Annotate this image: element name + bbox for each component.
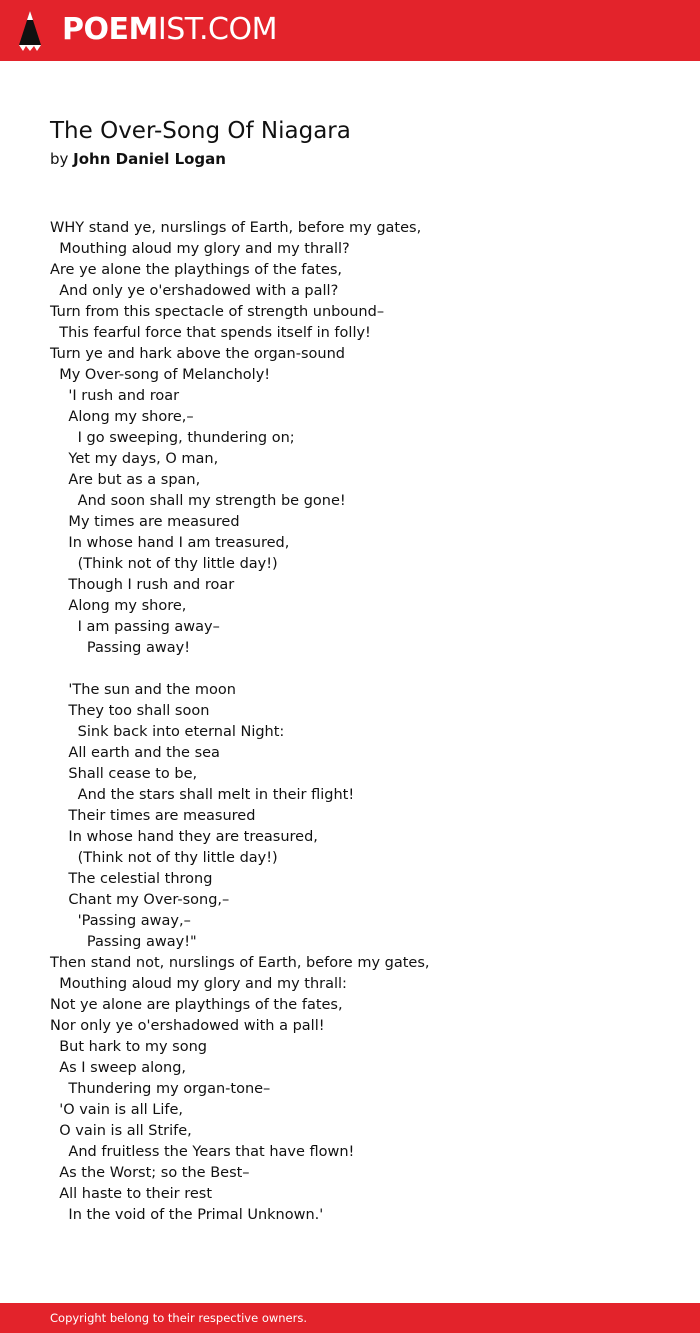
poem-line: 'The sun and the moon (50, 682, 236, 698)
poem-line: And the stars shall melt in their flight! (50, 787, 355, 803)
site-footer (0, 1303, 700, 1333)
poem-line: Turn ye and hark above the organ-sound (50, 346, 345, 362)
poem-line: This fearful force that spends itself in folly! (50, 325, 371, 341)
poem-line: Mouthing aloud my glory and my thrall: (50, 976, 347, 992)
poem-line: I am passing away– (50, 619, 220, 635)
poem-line: They too shall soon (50, 703, 210, 719)
poem-line: Passing away! (50, 640, 191, 656)
poem-line: But hark to my song (50, 1039, 207, 1055)
poem-line: Mouthing aloud my glory and my thrall? (50, 241, 350, 257)
poem-line: As I sweep along, (50, 1060, 187, 1076)
poem-line: All haste to their rest (50, 1186, 213, 1202)
poem-line: In the void of the Primal Unknown.' (50, 1207, 324, 1223)
poem-line (50, 659, 670, 680)
poem-line: Thundering my organ-tone– (50, 1081, 271, 1097)
poem-line: Passing away!" (50, 934, 197, 950)
byline-prefix: by (50, 150, 74, 168)
poem-line: My Over-song of Melancholy! (50, 367, 271, 383)
poem-line: Chant my Over-song,– (50, 892, 230, 908)
poem-line: All earth and the sea (50, 745, 220, 761)
poem-line: Are but as a span, (50, 472, 201, 488)
author-name: John Daniel Logan (73, 150, 226, 168)
poem-line: The celestial throng (50, 871, 213, 887)
poem-line: Are ye alone the playthings of the fates, (50, 262, 343, 278)
poem-body (50, 218, 670, 1226)
poem-line: Their times are measured (50, 808, 256, 824)
poem-line: I go sweeping, thundering on; (50, 430, 295, 446)
poem-line: Sink back into eternal Night: (50, 724, 285, 740)
poem-line: And fruitless the Years that have flown! (50, 1144, 355, 1160)
poem-line: And soon shall my strength be gone! (50, 493, 346, 509)
poem-line: Along my shore, (50, 598, 187, 614)
site-logo[interactable] (62, 13, 277, 47)
logo-light-text: IST.COM (157, 12, 277, 47)
poem-line: 'I rush and roar (50, 388, 180, 404)
poem-line: Shall cease to be, (50, 766, 198, 782)
poem-line: Nor only ye o'ershadowed with a pall! (50, 1018, 325, 1034)
poem-title: The Over-Song Of Niagara (50, 118, 351, 144)
site-header (0, 0, 700, 61)
logo-bold-text: POEM (62, 12, 158, 47)
poem-line: Then stand not, nurslings of Earth, before my gates, (50, 955, 430, 971)
poem-line: Not ye alone are playthings of the fates, (50, 997, 343, 1013)
poem-line: WHY stand ye, nurslings of Earth, before my gates, (50, 220, 422, 236)
poem-line: 'Passing away,– (50, 913, 191, 929)
copyright-text: Copyright belong to their respective owners. (50, 1311, 308, 1325)
poem-line: In whose hand I am treasured, (50, 535, 290, 551)
poem-line: (Think not of thy little day!) (50, 556, 278, 572)
pencil-tip-icon[interactable] (17, 10, 43, 52)
poem-line: Yet my days, O man, (50, 451, 219, 467)
poem-line: And only ye o'ershadowed with a pall? (50, 283, 339, 299)
byline (50, 147, 226, 171)
poem-line: 'O vain is all Life, (50, 1102, 184, 1118)
poem-line: O vain is all Strife, (50, 1123, 192, 1139)
poem-line: Turn from this spectacle of strength unbound– (50, 304, 385, 320)
poem-line: (Think not of thy little day!) (50, 850, 278, 866)
poem-line: Along my shore,– (50, 409, 194, 425)
poem-line: As the Worst; so the Best– (50, 1165, 250, 1181)
poem-line: In whose hand they are treasured, (50, 829, 318, 845)
poem-line: Though I rush and roar (50, 577, 235, 593)
poem-line: My times are measured (50, 514, 240, 530)
